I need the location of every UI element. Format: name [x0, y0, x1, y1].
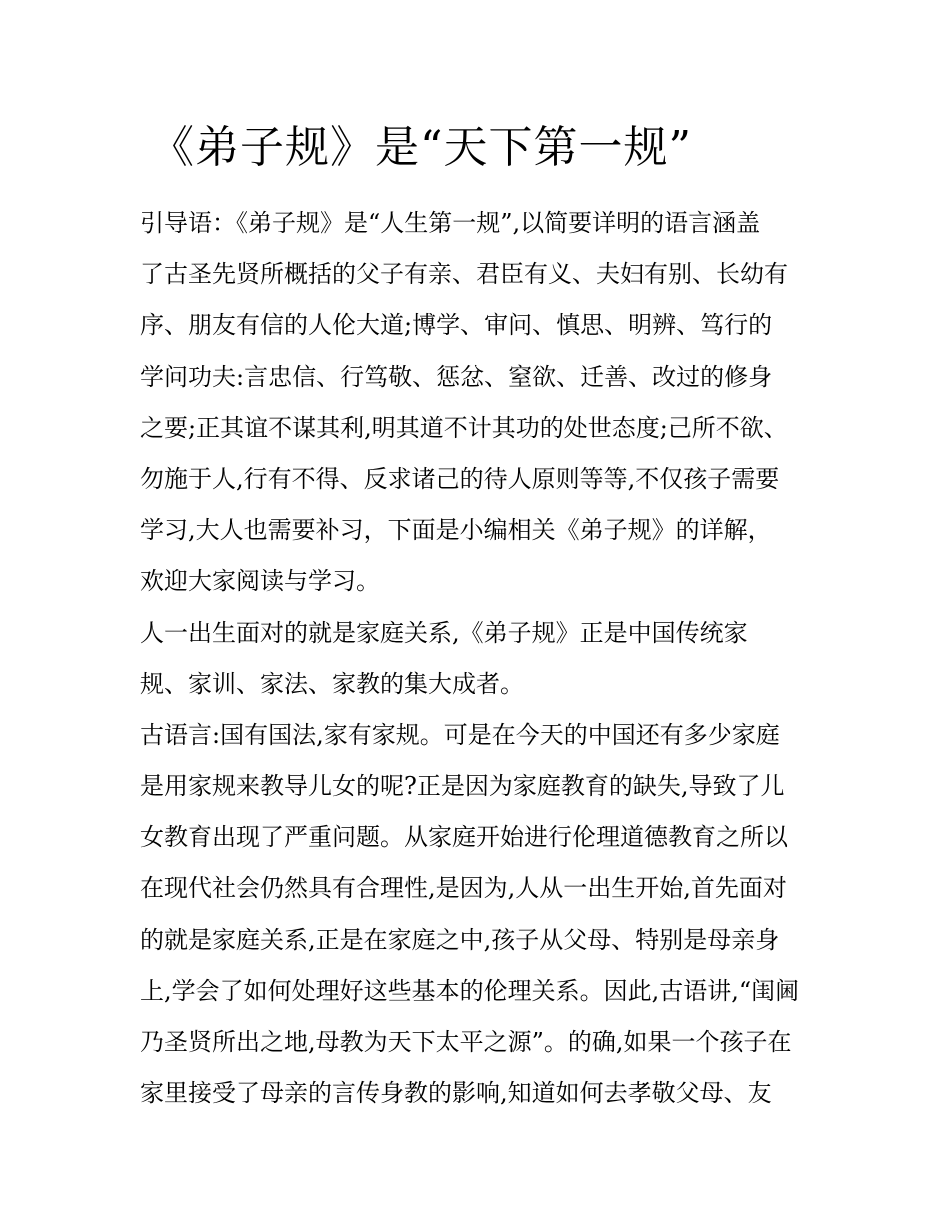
text-line: 在现代社会仍然具有合理性,是因为,人从一出生开始,首先面对 [140, 874, 787, 903]
text-line: 勿施于人,行有不得、反求诸己的待人原则等等,不仅孩子需要 [140, 464, 780, 493]
text-line: 女教育出现了严重问题。从家庭开始进行伦理道德教育之所以 [140, 823, 788, 852]
text-line: 规、家训、家法、家教的集大成者。 [140, 669, 524, 698]
document-body [140, 198, 830, 1119]
text-line: 是用家规来教导儿女的呢?正是因为家庭教育的缺失,导致了儿 [140, 772, 785, 801]
text-line: 了古圣先贤所概括的父子有亲、君臣有义、夫妇有别、长幼有 [140, 260, 788, 289]
text-line: 学问功夫:言忠信、行笃敬、惩忿、窒欲、迁善、改过的修身 [140, 362, 773, 391]
text-line: 家里接受了母亲的言传身教的影响,知道如何去孝敬父母、友 [140, 1079, 772, 1108]
text-line: 学习,大人也需要补习，下面是小编相关《弟子规》的详解， [140, 516, 772, 545]
text-line: 之要;正其谊不谋其利,明其道不计其功的处世态度;己所不欲、 [140, 413, 788, 442]
text-line: 引导语：《弟子规》是“人生第一规”,以简要详明的语言涵盖 [140, 209, 761, 237]
text-line: 古语言:国有国法,家有家规。可是在今天的中国还有多少家庭 [140, 720, 780, 749]
document-title: 《弟子规》是“天下第一规” [150, 122, 692, 173]
text-line: 乃圣贤所出之地,母教为天下太平之源”。的确,如果一个孩子在 [140, 1028, 792, 1056]
text-line: 人一出生面对的就是家庭关系,《弟子规》正是中国传统家 [140, 618, 748, 647]
text-line: 上,学会了如何处理好这些基本的伦理关系。因此,古语讲,“闺阃 [140, 976, 800, 1005]
text-line: 的就是家庭关系,正是在家庭之中,孩子从父母、特别是母亲身 [140, 925, 780, 954]
text-line: 序、朋友有信的人伦大道;博学、审问、慎思、明辨、笃行的 [140, 311, 773, 340]
text-line: 欢迎大家阅读与学习。 [140, 567, 380, 596]
